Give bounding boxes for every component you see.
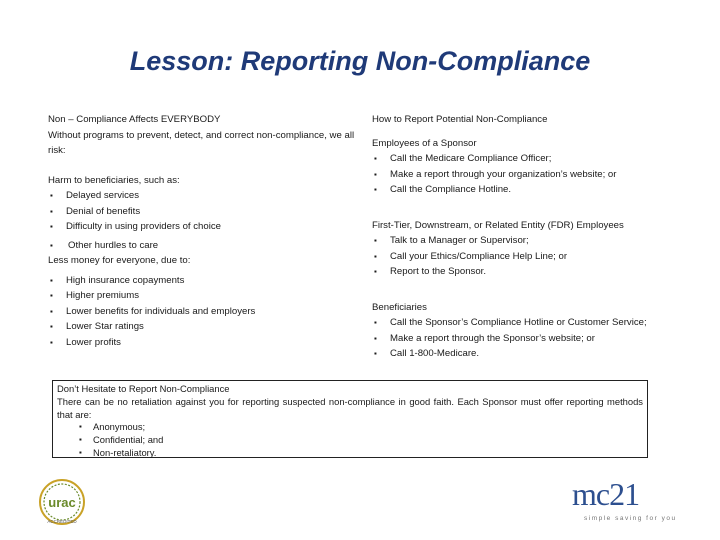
bullet-icon: ▪ xyxy=(50,337,53,347)
page-title: Lesson: Reporting Non-Compliance xyxy=(129,46,591,76)
list-item: ▪ Make a report through your organization’s website; or xyxy=(372,167,672,183)
harm-label: Harm to beneficiaries, such as: xyxy=(48,174,180,186)
employees-label: Employees of a Sponsor xyxy=(372,137,477,149)
urac-wordmark: urac xyxy=(48,495,76,510)
bullet-icon: ▪ xyxy=(374,185,377,194)
list-item: ▪ Denial of benefits xyxy=(48,204,358,220)
list-item: ▪ Lower benefits for individuals and employers xyxy=(48,304,358,320)
list-item: ▪ Non-retaliatory. xyxy=(79,446,157,458)
bullet-icon: ▪ xyxy=(50,191,53,200)
right-column xyxy=(372,112,672,362)
bullet-icon: ▪ xyxy=(374,318,377,327)
list-item: ▪ Call the Sponsor’s Compliance Hotline or Customer Service; xyxy=(372,315,672,331)
bullet-icon: ▪ xyxy=(50,222,53,231)
list-item: ▪ Other hurdles to care xyxy=(48,238,358,254)
list-item: ▪ Call the Medicare Compliance Officer; xyxy=(372,151,672,167)
list-item: ▪ Call the Compliance Hotline. xyxy=(372,182,672,198)
bullet-icon: ▪ xyxy=(50,206,53,216)
list-item: ▪ Delayed services xyxy=(48,188,358,204)
bullet-icon: ▪ xyxy=(79,422,82,432)
bullet-icon: ▪ xyxy=(374,349,377,358)
list-item: ▪ Talk to a Manager or Supervisor; xyxy=(372,233,672,249)
bullet-icon: ▪ xyxy=(79,435,82,445)
list-item: ▪ Report to the Sponsor. xyxy=(372,264,672,280)
bullet-icon: ▪ xyxy=(50,306,53,316)
money-list xyxy=(48,273,358,351)
bullet-icon: ▪ xyxy=(374,169,377,179)
list-item: ▪ Confidential; and xyxy=(79,434,164,446)
urac-caption: ACCREDITED xyxy=(47,519,77,524)
left-column xyxy=(48,112,358,350)
list-item: ▪ Lower Star ratings xyxy=(48,319,358,335)
bullet-icon: ▪ xyxy=(50,240,53,250)
mc21-tagline: simple saving for you xyxy=(584,515,677,522)
list-item: ▪ Make a report through the Sponsor’s website; or xyxy=(372,331,672,347)
bullet-icon: ▪ xyxy=(50,275,53,285)
bullet-icon: ▪ xyxy=(374,251,377,261)
bullet-icon: ▪ xyxy=(374,267,377,276)
harm-list xyxy=(48,188,358,253)
notice-box xyxy=(52,380,648,458)
employees-list xyxy=(372,151,672,198)
list-item: ▪ Difficulty in using providers of choice xyxy=(48,219,358,235)
bullet-icon: ▪ xyxy=(374,154,377,163)
list-item: ▪ Lower profits xyxy=(48,335,358,351)
list-item: ▪ Higher premiums xyxy=(48,288,358,304)
list-item: ▪ Call 1-800-Medicare. xyxy=(372,346,672,362)
beneficiaries-label: Beneficiaries xyxy=(372,301,427,313)
bullet-icon: ▪ xyxy=(374,236,377,245)
notice-body: There can be no retaliation against you for reporting suspected non-compliance in good faith. Each Sponsor must offer reporting methods that are: xyxy=(57,395,643,420)
left-intro: Without programs to prevent, detect, and correct non-compliance, we all risk: xyxy=(48,129,355,156)
notice-list xyxy=(57,421,643,459)
notice-heading: Don’t Hesitate to Report Non-Compliance xyxy=(57,383,230,394)
bullet-icon: ▪ xyxy=(50,322,53,331)
bullet-icon: ▪ xyxy=(374,333,377,343)
urac-seal-logo xyxy=(34,478,90,534)
bullet-icon: ▪ xyxy=(50,291,53,300)
list-item: ▪ Call your Ethics/Compliance Help Line; or xyxy=(372,249,672,265)
fdr-list xyxy=(372,233,672,280)
bullet-icon: ▪ xyxy=(79,447,82,457)
list-item: ▪ Anonymous; xyxy=(79,421,146,433)
left-heading: Non – Compliance Affects EVERYBODY xyxy=(48,114,221,125)
list-item: ▪ High insurance copayments xyxy=(48,273,358,289)
right-heading: How to Report Potential Non-Compliance xyxy=(372,114,548,125)
beneficiaries-list xyxy=(372,315,672,362)
money-label: Less money for everyone, due to: xyxy=(48,255,191,266)
mc21-logo: mc21 xyxy=(572,476,640,512)
fdr-label: First-Tier, Downstream, or Related Entity (FDR) Employees xyxy=(372,219,624,231)
